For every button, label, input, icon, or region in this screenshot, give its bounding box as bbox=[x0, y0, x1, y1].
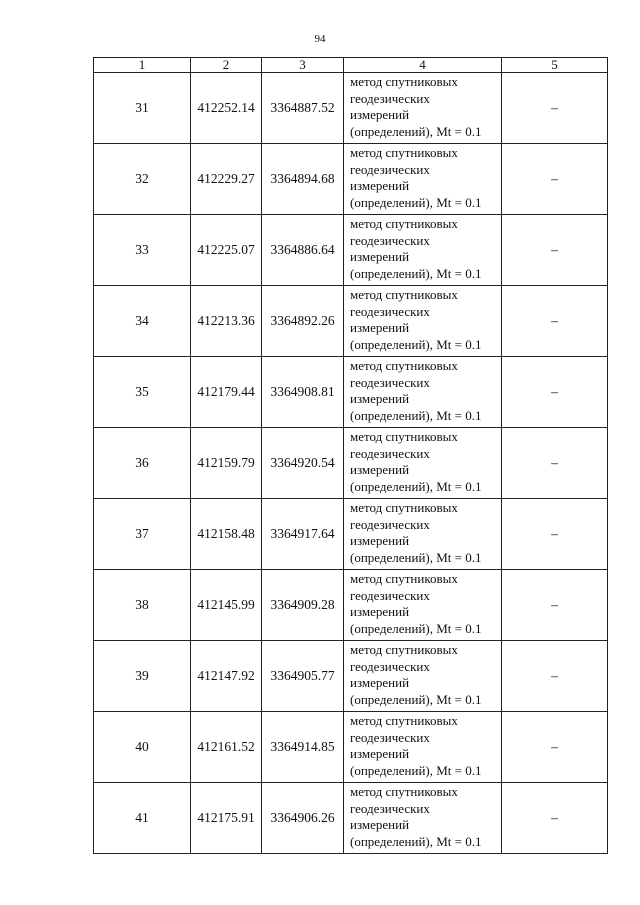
method-text-line: метод спутниковых bbox=[350, 145, 458, 160]
table-row bbox=[94, 286, 608, 357]
method-text-line: измерений bbox=[350, 604, 410, 619]
column-5-cell: – bbox=[502, 641, 608, 712]
method-text-line: измерений bbox=[350, 675, 410, 690]
y-coordinate-cell: 3364886.64 bbox=[262, 215, 344, 286]
table-header-row bbox=[94, 58, 608, 73]
column-5-cell: – bbox=[502, 428, 608, 499]
y-coordinate-cell: 3364909.28 bbox=[262, 570, 344, 641]
column-5-cell: – bbox=[502, 144, 608, 215]
method-description-cell bbox=[344, 499, 502, 570]
method-text-line: геодезических bbox=[350, 90, 430, 106]
method-text-line: измерений bbox=[350, 746, 410, 761]
table-row bbox=[94, 215, 608, 286]
column-header-3: 3 bbox=[262, 58, 344, 73]
y-coordinate-cell: 3364892.26 bbox=[262, 286, 344, 357]
method-text-line: (определений), Mt = 0.1 bbox=[350, 336, 482, 352]
method-description-cell bbox=[344, 712, 502, 783]
method-text-line: измерений bbox=[350, 320, 410, 335]
table-row bbox=[94, 641, 608, 712]
method-text-line: метод спутниковых bbox=[350, 784, 458, 799]
x-coordinate-cell: 412161.52 bbox=[191, 712, 262, 783]
method-text-line: геодезических bbox=[350, 516, 430, 532]
point-number-cell: 34 bbox=[94, 286, 191, 357]
table-row bbox=[94, 144, 608, 215]
method-text-line: геодезических bbox=[350, 587, 430, 603]
table-row bbox=[94, 73, 608, 144]
method-text-line: метод спутниковых bbox=[350, 500, 458, 515]
point-number-cell: 39 bbox=[94, 641, 191, 712]
method-text-line: геодезических bbox=[350, 729, 430, 745]
column-5-cell: – bbox=[502, 215, 608, 286]
column-5-cell: – bbox=[502, 286, 608, 357]
method-text-line: измерений bbox=[350, 178, 410, 193]
method-text-line: (определений), Mt = 0.1 bbox=[350, 194, 482, 210]
point-number-cell: 32 bbox=[94, 144, 191, 215]
method-description-cell bbox=[344, 144, 502, 215]
method-text-line: (определений), Mt = 0.1 bbox=[350, 478, 482, 494]
table-row bbox=[94, 499, 608, 570]
method-text-line: метод спутниковых bbox=[350, 713, 458, 728]
method-text-line: (определений), Mt = 0.1 bbox=[350, 833, 482, 849]
page-number: 94 bbox=[314, 33, 326, 45]
method-text-line: геодезических bbox=[350, 303, 430, 319]
column-header-1: 1 bbox=[94, 58, 191, 73]
method-text-line: (определений), Mt = 0.1 bbox=[350, 620, 482, 636]
method-text-line: измерений bbox=[350, 533, 410, 548]
method-text-line: метод спутниковых bbox=[350, 642, 458, 657]
method-text-line: геодезических bbox=[350, 445, 430, 461]
x-coordinate-cell: 412213.36 bbox=[191, 286, 262, 357]
y-coordinate-cell: 3364887.52 bbox=[262, 73, 344, 144]
point-number-cell: 38 bbox=[94, 570, 191, 641]
x-coordinate-cell: 412158.48 bbox=[191, 499, 262, 570]
table-row bbox=[94, 712, 608, 783]
method-text-line: метод спутниковых bbox=[350, 429, 458, 444]
x-coordinate-cell: 412147.92 bbox=[191, 641, 262, 712]
x-coordinate-cell: 412179.44 bbox=[191, 357, 262, 428]
method-text-line: метод спутниковых bbox=[350, 287, 458, 302]
point-number-cell: 36 bbox=[94, 428, 191, 499]
point-number-cell: 33 bbox=[94, 215, 191, 286]
x-coordinate-cell: 412225.07 bbox=[191, 215, 262, 286]
y-coordinate-cell: 3364914.85 bbox=[262, 712, 344, 783]
method-text-line: (определений), Mt = 0.1 bbox=[350, 691, 482, 707]
table-body bbox=[94, 73, 608, 854]
method-text-line: (определений), Mt = 0.1 bbox=[350, 407, 482, 423]
method-description-cell bbox=[344, 783, 502, 854]
column-5-cell: – bbox=[502, 570, 608, 641]
y-coordinate-cell: 3364920.54 bbox=[262, 428, 344, 499]
point-number-cell: 37 bbox=[94, 499, 191, 570]
method-text-line: измерений bbox=[350, 391, 410, 406]
method-text-line: (определений), Mt = 0.1 bbox=[350, 123, 482, 139]
table-row bbox=[94, 428, 608, 499]
method-text-line: геодезических bbox=[350, 161, 430, 177]
y-coordinate-cell: 3364906.26 bbox=[262, 783, 344, 854]
method-text-line: метод спутниковых bbox=[350, 571, 458, 586]
method-text-line: измерений bbox=[350, 462, 410, 477]
point-number-cell: 40 bbox=[94, 712, 191, 783]
method-text-line: метод спутниковых bbox=[350, 74, 458, 89]
method-text-line: геодезических bbox=[350, 800, 430, 816]
y-coordinate-cell: 3364908.81 bbox=[262, 357, 344, 428]
method-text-line: измерений bbox=[350, 817, 410, 832]
coordinates-table bbox=[93, 57, 608, 854]
method-description-cell bbox=[344, 428, 502, 499]
x-coordinate-cell: 412159.79 bbox=[191, 428, 262, 499]
table-row bbox=[94, 570, 608, 641]
y-coordinate-cell: 3364894.68 bbox=[262, 144, 344, 215]
method-description-cell bbox=[344, 570, 502, 641]
method-description-cell bbox=[344, 215, 502, 286]
method-description-cell bbox=[344, 286, 502, 357]
method-text-line: измерений bbox=[350, 107, 410, 122]
y-coordinate-cell: 3364905.77 bbox=[262, 641, 344, 712]
method-description-cell bbox=[344, 641, 502, 712]
point-number-cell: 35 bbox=[94, 357, 191, 428]
table-row bbox=[94, 783, 608, 854]
column-5-cell: – bbox=[502, 499, 608, 570]
method-text-line: метод спутниковых bbox=[350, 358, 458, 373]
method-description-cell bbox=[344, 357, 502, 428]
method-text-line: геодезических bbox=[350, 232, 430, 248]
point-number-cell: 31 bbox=[94, 73, 191, 144]
x-coordinate-cell: 412145.99 bbox=[191, 570, 262, 641]
method-description-cell bbox=[344, 73, 502, 144]
column-5-cell: – bbox=[502, 712, 608, 783]
x-coordinate-cell: 412252.14 bbox=[191, 73, 262, 144]
column-header-4: 4 bbox=[344, 58, 502, 73]
column-5-cell: – bbox=[502, 783, 608, 854]
y-coordinate-cell: 3364917.64 bbox=[262, 499, 344, 570]
method-text-line: (определений), Mt = 0.1 bbox=[350, 762, 482, 778]
column-5-cell: – bbox=[502, 357, 608, 428]
method-text-line: геодезических bbox=[350, 658, 430, 674]
column-header-5: 5 bbox=[502, 58, 608, 73]
method-text-line: (определений), Mt = 0.1 bbox=[350, 549, 482, 565]
method-text-line: геодезических bbox=[350, 374, 430, 390]
point-number-cell: 41 bbox=[94, 783, 191, 854]
method-text-line: метод спутниковых bbox=[350, 216, 458, 231]
table-row bbox=[94, 357, 608, 428]
method-text-line: измерений bbox=[350, 249, 410, 264]
x-coordinate-cell: 412229.27 bbox=[191, 144, 262, 215]
x-coordinate-cell: 412175.91 bbox=[191, 783, 262, 854]
method-text-line: (определений), Mt = 0.1 bbox=[350, 265, 482, 281]
column-5-cell: – bbox=[502, 73, 608, 144]
column-header-2: 2 bbox=[191, 58, 262, 73]
